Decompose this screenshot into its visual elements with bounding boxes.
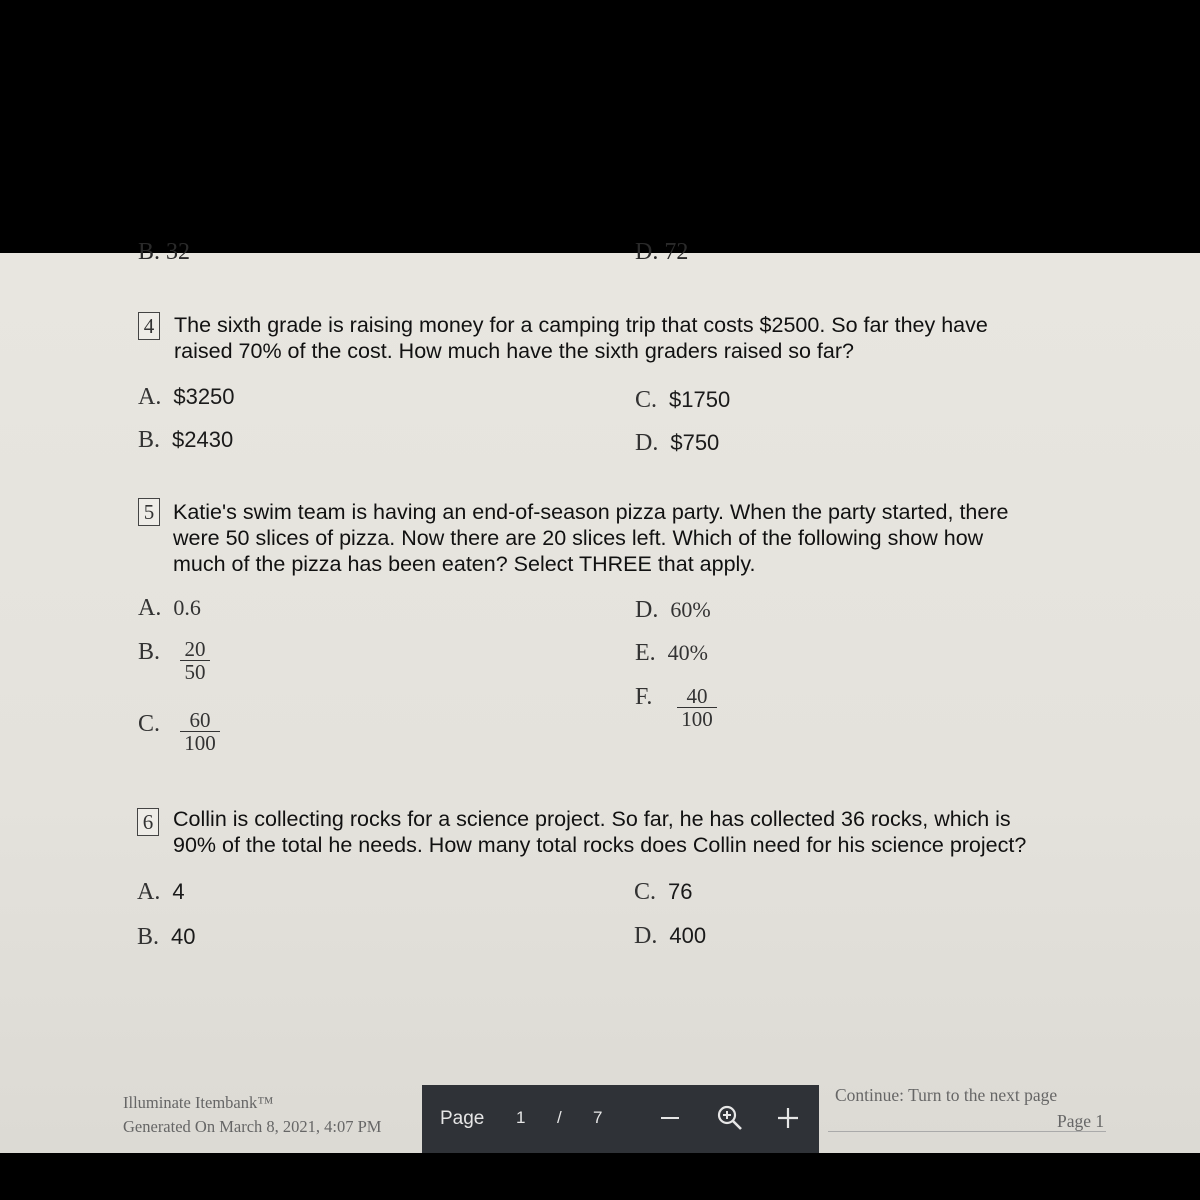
footer-divider	[828, 1131, 1106, 1132]
option-letter: A.	[138, 595, 162, 621]
option-value: $1750	[669, 387, 731, 412]
question-6-line-1: Collin is collecting rocks for a science project. So far, he has collected 36 rocks, which is	[173, 807, 1011, 831]
option-value: 400	[669, 923, 707, 948]
q4-option-c[interactable]	[635, 387, 730, 414]
question-5-text	[173, 499, 1103, 577]
option-value: $750	[670, 430, 720, 455]
denominator: 50	[184, 660, 206, 684]
option-letter: C.	[138, 711, 161, 737]
q5-option-e[interactable]	[635, 640, 708, 667]
question-4-text	[174, 312, 1104, 364]
option-letter: A.	[138, 384, 162, 410]
footer-brand: Illuminate Itembank™	[123, 1093, 274, 1112]
numerator: 20	[184, 637, 206, 661]
option-letter: C.	[635, 387, 658, 413]
q6-option-c[interactable]	[634, 879, 693, 906]
option-value: 0.6	[173, 595, 201, 620]
footer-page-number: Page 1	[1057, 1111, 1105, 1131]
zoom-in-icon[interactable]	[715, 1103, 745, 1133]
pdf-viewer-toolbar	[422, 1085, 819, 1153]
option-letter: B.	[137, 924, 160, 950]
option-letter: E.	[635, 640, 656, 666]
q5-option-c[interactable]	[138, 711, 172, 738]
option-value: 76	[668, 879, 693, 904]
denominator: 100	[184, 731, 216, 755]
numerator: 40	[686, 684, 708, 708]
option-letter: D.	[635, 430, 659, 456]
option-value: 4	[172, 879, 185, 904]
question-5-number: 5	[138, 498, 160, 526]
option-value: $2430	[172, 427, 234, 452]
option-value: 60%	[670, 597, 711, 622]
q4-option-b[interactable]	[138, 427, 233, 454]
option-value: 40%	[667, 640, 708, 665]
question-6-text	[173, 806, 1103, 858]
q5-option-b[interactable]	[138, 639, 172, 666]
q6-option-a[interactable]	[137, 879, 185, 906]
toolbar-page-separator: /	[557, 1108, 562, 1127]
option-letter: B.	[138, 427, 161, 453]
toolbar-current-page[interactable]: 1	[516, 1108, 526, 1127]
denominator: 100	[681, 707, 713, 731]
document-page	[0, 239, 1200, 1153]
option-letter: B.	[138, 639, 161, 665]
minus-icon[interactable]	[658, 1103, 682, 1133]
q4-option-d[interactable]	[635, 430, 719, 457]
prev-option-b: B. 32	[138, 239, 191, 265]
option-letter: D.	[635, 597, 659, 623]
question-4-number: 4	[138, 312, 160, 340]
toolbar-page-label: Page	[440, 1108, 485, 1129]
q4-option-a[interactable]	[138, 384, 235, 411]
question-6-number: 6	[137, 808, 159, 836]
numerator: 60	[189, 708, 211, 732]
question-5-line-1: Katie's swim team is having an end-of-season pizza party. When the party started, there	[173, 500, 1009, 524]
question-4-line-2: raised 70% of the cost. How much have the sixth graders raised so far?	[174, 339, 854, 363]
q5-option-f[interactable]	[635, 684, 664, 711]
q6-option-d[interactable]	[634, 923, 706, 950]
option-letter: C.	[634, 879, 657, 905]
option-letter: F.	[635, 684, 653, 710]
toolbar-total-pages: 7	[593, 1108, 603, 1127]
footer-generated-date: Generated On March 8, 2021, 4:07 PM	[123, 1117, 382, 1136]
q5-option-f-fraction	[677, 685, 717, 730]
q5-option-b-fraction	[180, 638, 210, 683]
option-value: $3250	[173, 384, 235, 409]
q5-option-a[interactable]	[138, 595, 201, 622]
question-5-line-3: much of the pizza has been eaten? Select THREE that apply.	[173, 552, 756, 576]
plus-icon[interactable]	[774, 1103, 802, 1133]
question-5-line-2: were 50 slices of pizza. Now there are 20 slices left. Which of the following show how	[173, 526, 984, 550]
q6-option-b[interactable]	[137, 924, 196, 951]
question-6-line-2: 90% of the total he needs. How many total rocks does Collin need for his science project?	[173, 833, 1027, 857]
option-letter: A.	[137, 879, 161, 905]
option-value: 40	[171, 924, 196, 949]
q5-option-d[interactable]	[635, 597, 711, 624]
q5-option-c-fraction	[180, 709, 220, 754]
prev-option-d: D. 72	[635, 239, 689, 265]
question-4-line-1: The sixth grade is raising money for a camping trip that costs $2500. So far they have	[174, 313, 988, 337]
option-letter: D.	[634, 923, 658, 949]
footer-continue: Continue: Turn to the next page	[835, 1085, 1058, 1105]
